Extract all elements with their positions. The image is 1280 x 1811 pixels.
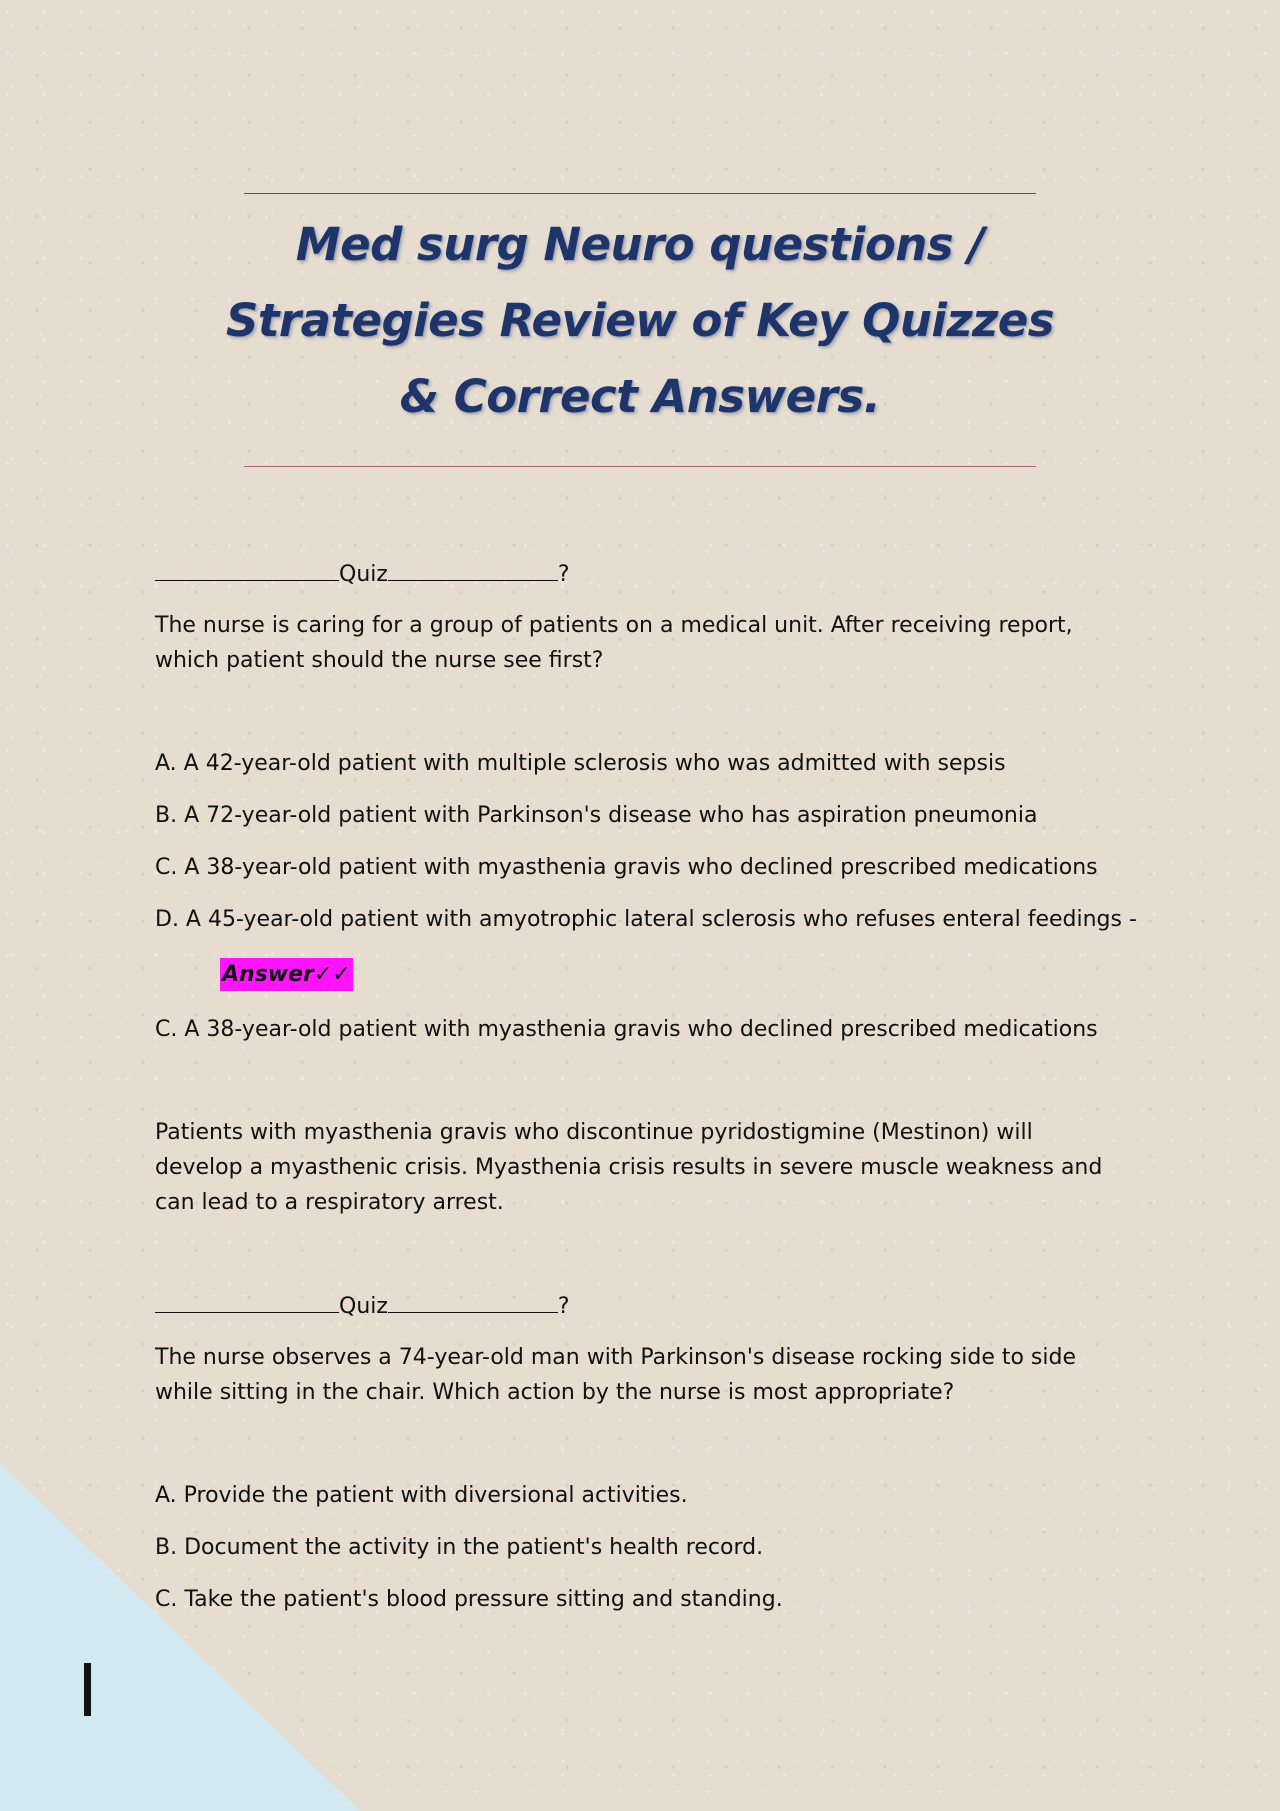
quiz-suffix: ? xyxy=(557,562,570,587)
answer-option: C. A 38-year-old patient with myasthenia gravis who declined prescribed medications xyxy=(155,855,1098,880)
answer-option: D. A 45-year-old patient with amyotrophic lateral sclerosis who refuses enteral feedings - xyxy=(155,907,1137,932)
quiz-suffix: ? xyxy=(557,1294,570,1319)
title-line-1: Med surg Neuro questions / xyxy=(295,218,985,271)
answer-option: B. A 72-year-old patient with Parkinson's disease who has aspiration pneumonia xyxy=(155,803,1038,828)
document-title xyxy=(200,207,1080,435)
quiz-blank-left xyxy=(155,1288,339,1313)
quiz-heading xyxy=(155,556,570,592)
question-stem: The nurse observes a 74-year-old man with Parkinson's disease rocking side to side while sitting in the chair. Which action by the nurse is most appropriate? xyxy=(155,1345,1077,1405)
corner-decoration xyxy=(0,1463,360,1811)
quiz-label: Quiz xyxy=(339,562,388,587)
quiz-label: Quiz xyxy=(339,1294,388,1319)
title-bottom-rule xyxy=(244,466,1036,467)
answer-option: A. Provide the patient with diversional activities. xyxy=(155,1483,688,1508)
title-line-2: Strategies Review of Key Quizzes xyxy=(225,294,1055,347)
answer-rationale: Patients with myasthenia gravis who discontinue pyridostigmine (Mestinon) will develop a myasthenic crisis. Myasthenia crisis results in severe muscle weakness and can lead to a respiratory arrest. xyxy=(155,1120,1103,1215)
answer-option: B. Document the activity in the patient's health record. xyxy=(155,1535,764,1560)
answer-option: C. Take the patient's blood pressure sitting and standing. xyxy=(155,1587,783,1612)
quiz-blank-right xyxy=(388,1288,558,1313)
answer-option: A. A 42-year-old patient with multiple sclerosis who was admitted with sepsis xyxy=(155,751,1006,776)
question-stem: The nurse is caring for a group of patients on a medical unit. After receiving report, which patient should the nurse see first? xyxy=(155,613,1073,673)
page-marker xyxy=(84,1663,91,1716)
correct-answer: C. A 38-year-old patient with myasthenia gravis who declined prescribed medications xyxy=(155,1017,1098,1042)
quiz-blank-right xyxy=(388,556,558,581)
quiz-heading xyxy=(155,1288,570,1324)
quiz-blank-left xyxy=(155,556,339,581)
title-line-3: & Correct Answers. xyxy=(399,370,881,423)
title-top-rule xyxy=(244,193,1036,194)
answer-badge: Answer✓✓ xyxy=(220,958,353,991)
